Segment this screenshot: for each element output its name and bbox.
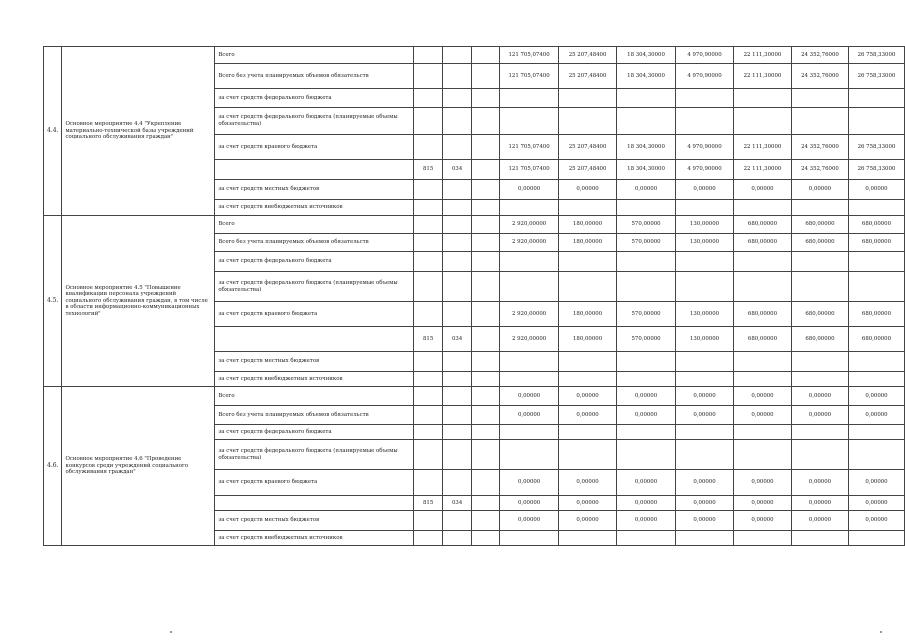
amount-cell: [791, 352, 848, 372]
amount-cell: 26 758,33000: [848, 135, 904, 160]
funding-source-label: за счет средств федерального бюджета: [215, 252, 414, 272]
funding-source-label: за счет средств федерального бюджета (планируемые объемы обязательства): [215, 108, 414, 135]
amount-cell: [676, 89, 734, 108]
amount-cell: [617, 272, 676, 302]
amount-cell: 0,00000: [848, 511, 904, 531]
amount-cell: 0,00000: [559, 387, 617, 406]
amount-cell: [791, 89, 848, 108]
amount-cell: 0,00000: [500, 180, 559, 200]
funding-source-label: за счет средств местных бюджетов: [215, 352, 414, 372]
amount-cell: [733, 531, 791, 546]
amount-cell: 0,00000: [676, 496, 734, 511]
amount-cell: 0,00000: [559, 470, 617, 496]
amount-cell: 180,00000: [559, 302, 617, 327]
grbs-code: [414, 470, 443, 496]
activity-name: Основное мероприятие 4.4 "Укрепление материально-технической базы учреждений социального обслуживания граждан": [62, 47, 215, 216]
rzpr-code: [443, 387, 472, 406]
grbs-code: [414, 200, 443, 216]
amount-cell: [848, 108, 904, 135]
amount-cell: 0,00000: [559, 406, 617, 425]
amount-cell: 22 111,30000: [733, 64, 791, 89]
empty-code-cell: [472, 511, 500, 531]
grbs-code: [414, 47, 443, 64]
grbs-code: [414, 302, 443, 327]
amount-cell: 0,00000: [733, 406, 791, 425]
section-index: 4.6.: [44, 387, 62, 546]
funding-source-label: за счет средств внебюджетных источников: [215, 372, 414, 387]
table-row: [44, 47, 905, 64]
amount-cell: 0,00000: [733, 387, 791, 406]
amount-cell: [559, 89, 617, 108]
amount-cell: [733, 372, 791, 387]
grbs-code: [414, 425, 443, 440]
amount-cell: 2 920,00000: [500, 327, 559, 352]
amount-cell: [733, 425, 791, 440]
amount-cell: 130,00000: [676, 216, 734, 234]
empty-code-cell: [472, 352, 500, 372]
amount-cell: 25 207,48400: [559, 64, 617, 89]
table-row: [44, 216, 905, 234]
amount-cell: [617, 352, 676, 372]
amount-cell: 680,00000: [791, 216, 848, 234]
empty-code-cell: [472, 135, 500, 160]
grbs-code: 815: [414, 496, 443, 511]
amount-cell: 24 352,76000: [791, 160, 848, 180]
rzpr-code: [443, 180, 472, 200]
funding-source-label: за счет средств краевого бюджета: [215, 135, 414, 160]
amount-cell: 570,00000: [617, 302, 676, 327]
amount-cell: [676, 200, 734, 216]
amount-cell: [848, 440, 904, 470]
amount-cell: [617, 200, 676, 216]
amount-cell: 0,00000: [733, 511, 791, 531]
empty-code-cell: [472, 64, 500, 89]
amount-cell: 680,00000: [733, 302, 791, 327]
activity-name: Основное мероприятие 4.5 "Повышение квалификации персонала учреждений социального обслуживания граждан, в том числе в области информационно-коммуникационных технологий": [62, 216, 215, 387]
empty-code-cell: [472, 200, 500, 216]
amount-cell: 680,00000: [791, 327, 848, 352]
amount-cell: 2 920,00000: [500, 216, 559, 234]
empty-code-cell: [472, 234, 500, 252]
rzpr-code: [443, 135, 472, 160]
budget-table: [43, 46, 905, 546]
empty-code-cell: [472, 327, 500, 352]
amount-cell: [791, 272, 848, 302]
rzpr-code: [443, 89, 472, 108]
amount-cell: 0,00000: [617, 496, 676, 511]
amount-cell: [500, 200, 559, 216]
amount-cell: 570,00000: [617, 216, 676, 234]
amount-cell: [559, 272, 617, 302]
amount-cell: [617, 531, 676, 546]
amount-cell: [617, 108, 676, 135]
amount-cell: 0,00000: [848, 387, 904, 406]
amount-cell: [500, 352, 559, 372]
amount-cell: [559, 425, 617, 440]
amount-cell: 18 304,30000: [617, 135, 676, 160]
amount-cell: 0,00000: [848, 496, 904, 511]
amount-cell: [617, 425, 676, 440]
amount-cell: 22 111,30000: [733, 47, 791, 64]
amount-cell: 25 207,48400: [559, 135, 617, 160]
grbs-code: [414, 234, 443, 252]
amount-cell: 130,00000: [676, 234, 734, 252]
grbs-code: 815: [414, 327, 443, 352]
amount-cell: 24 352,76000: [791, 47, 848, 64]
amount-cell: 0,00000: [500, 387, 559, 406]
amount-cell: 4 970,90000: [676, 160, 734, 180]
amount-cell: [500, 372, 559, 387]
amount-cell: 0,00000: [791, 180, 848, 200]
rzpr-code: 034: [443, 496, 472, 511]
empty-code-cell: [472, 160, 500, 180]
amount-cell: 2 920,00000: [500, 302, 559, 327]
amount-cell: [848, 352, 904, 372]
amount-cell: 0,00000: [848, 406, 904, 425]
amount-cell: 680,00000: [791, 302, 848, 327]
amount-cell: [676, 108, 734, 135]
rzpr-code: [443, 511, 472, 531]
amount-cell: [559, 352, 617, 372]
amount-cell: 0,00000: [848, 180, 904, 200]
section-index: 4.4.: [44, 47, 62, 216]
grbs-code: [414, 511, 443, 531]
funding-source-label: Всего: [215, 47, 414, 64]
amount-cell: [676, 372, 734, 387]
amount-cell: 130,00000: [676, 302, 734, 327]
amount-cell: 570,00000: [617, 327, 676, 352]
amount-cell: [559, 372, 617, 387]
amount-cell: [559, 440, 617, 470]
funding-source-label: за счет средств внебюджетных источников: [215, 531, 414, 546]
amount-cell: [617, 252, 676, 272]
amount-cell: 0,00000: [791, 387, 848, 406]
funding-source-label: Всего без учета планируемых объемов обязательств: [215, 234, 414, 252]
amount-cell: 26 758,33000: [848, 64, 904, 89]
amount-cell: [791, 425, 848, 440]
amount-cell: 0,00000: [733, 496, 791, 511]
amount-cell: 130,00000: [676, 327, 734, 352]
grbs-code: [414, 64, 443, 89]
amount-cell: 0,00000: [676, 387, 734, 406]
amount-cell: [848, 372, 904, 387]
amount-cell: [559, 108, 617, 135]
amount-cell: [733, 200, 791, 216]
empty-code-cell: [472, 470, 500, 496]
amount-cell: 25 207,48400: [559, 160, 617, 180]
funding-source-label: [215, 496, 414, 511]
empty-code-cell: [472, 425, 500, 440]
empty-code-cell: [472, 372, 500, 387]
amount-cell: [617, 440, 676, 470]
rzpr-code: [443, 216, 472, 234]
amount-cell: 180,00000: [559, 234, 617, 252]
table-body: [44, 47, 905, 546]
funding-source-label: [215, 327, 414, 352]
amount-cell: [500, 108, 559, 135]
amount-cell: [500, 252, 559, 272]
amount-cell: 0,00000: [733, 180, 791, 200]
amount-cell: 0,00000: [676, 180, 734, 200]
amount-cell: 680,00000: [733, 234, 791, 252]
amount-cell: 22 111,30000: [733, 160, 791, 180]
amount-cell: 22 111,30000: [733, 135, 791, 160]
empty-code-cell: [472, 387, 500, 406]
amount-cell: [617, 89, 676, 108]
rzpr-code: 034: [443, 160, 472, 180]
rzpr-code: [443, 64, 472, 89]
empty-code-cell: [472, 252, 500, 272]
amount-cell: [791, 200, 848, 216]
empty-code-cell: [472, 89, 500, 108]
amount-cell: 0,00000: [617, 406, 676, 425]
amount-cell: [733, 440, 791, 470]
amount-cell: [848, 89, 904, 108]
amount-cell: 4 970,90000: [676, 135, 734, 160]
empty-code-cell: [472, 302, 500, 327]
amount-cell: 0,00000: [848, 470, 904, 496]
amount-cell: 0,00000: [500, 470, 559, 496]
amount-cell: 0,00000: [617, 470, 676, 496]
table-row: [44, 387, 905, 406]
rzpr-code: [443, 200, 472, 216]
grbs-code: [414, 216, 443, 234]
empty-code-cell: [472, 406, 500, 425]
grbs-code: [414, 108, 443, 135]
empty-code-cell: [472, 180, 500, 200]
grbs-code: [414, 352, 443, 372]
empty-code-cell: [472, 531, 500, 546]
amount-cell: 0,00000: [791, 470, 848, 496]
amount-cell: [848, 200, 904, 216]
amount-cell: 680,00000: [848, 302, 904, 327]
funding-source-label: за счет средств краевого бюджета: [215, 302, 414, 327]
grbs-code: [414, 387, 443, 406]
amount-cell: 570,00000: [617, 234, 676, 252]
rzpr-code: [443, 234, 472, 252]
grbs-code: [414, 135, 443, 160]
amount-cell: [848, 425, 904, 440]
amount-cell: 18 304,30000: [617, 160, 676, 180]
amount-cell: 0,00000: [791, 496, 848, 511]
amount-cell: [500, 531, 559, 546]
amount-cell: 26 758,33000: [848, 160, 904, 180]
amount-cell: [848, 252, 904, 272]
funding-source-label: за счет средств внебюджетных источников: [215, 200, 414, 216]
funding-source-label: за счет средств местных бюджетов: [215, 180, 414, 200]
rzpr-code: [443, 372, 472, 387]
funding-source-label: за счет средств федерального бюджета: [215, 425, 414, 440]
amount-cell: 0,00000: [500, 406, 559, 425]
amount-cell: 180,00000: [559, 216, 617, 234]
scan-mark: [170, 631, 172, 633]
amount-cell: [500, 440, 559, 470]
amount-cell: 0,00000: [617, 180, 676, 200]
amount-cell: [733, 108, 791, 135]
amount-cell: [617, 372, 676, 387]
amount-cell: 24 352,76000: [791, 64, 848, 89]
amount-cell: 0,00000: [559, 511, 617, 531]
grbs-code: [414, 406, 443, 425]
amount-cell: 121 705,07400: [500, 135, 559, 160]
amount-cell: 18 304,30000: [617, 47, 676, 64]
amount-cell: [559, 200, 617, 216]
amount-cell: 680,00000: [848, 327, 904, 352]
amount-cell: [733, 272, 791, 302]
amount-cell: 4 970,90000: [676, 64, 734, 89]
grbs-code: [414, 440, 443, 470]
funding-source-label: за счет средств федерального бюджета (планируемые объемы обязательства): [215, 440, 414, 470]
amount-cell: 0,00000: [559, 496, 617, 511]
amount-cell: 121 705,07400: [500, 47, 559, 64]
amount-cell: 18 304,30000: [617, 64, 676, 89]
empty-code-cell: [472, 272, 500, 302]
rzpr-code: [443, 108, 472, 135]
amount-cell: 25 207,48400: [559, 47, 617, 64]
amount-cell: [733, 352, 791, 372]
amount-cell: 0,00000: [676, 406, 734, 425]
funding-source-label: Всего без учета планируемых объемов обязательств: [215, 406, 414, 425]
amount-cell: 680,00000: [848, 234, 904, 252]
amount-cell: 24 352,76000: [791, 135, 848, 160]
amount-cell: 0,00000: [559, 180, 617, 200]
amount-cell: 180,00000: [559, 327, 617, 352]
activity-name: Основное мероприятие 4.6 "Проведение конкурсов среди учреждений социального обслуживания граждан": [62, 387, 215, 546]
rzpr-code: [443, 302, 472, 327]
amount-cell: 680,00000: [733, 327, 791, 352]
amount-cell: [791, 252, 848, 272]
empty-code-cell: [472, 440, 500, 470]
amount-cell: 26 758,33000: [848, 47, 904, 64]
amount-cell: 0,00000: [500, 496, 559, 511]
amount-cell: [559, 252, 617, 272]
amount-cell: [848, 531, 904, 546]
amount-cell: [791, 531, 848, 546]
grbs-code: [414, 89, 443, 108]
amount-cell: 121 705,07400: [500, 160, 559, 180]
funding-source-label: Всего без учета планируемых объемов обязательств: [215, 64, 414, 89]
amount-cell: [676, 352, 734, 372]
amount-cell: [676, 531, 734, 546]
funding-source-label: за счет средств федерального бюджета: [215, 89, 414, 108]
amount-cell: [500, 272, 559, 302]
funding-source-label: за счет средств местных бюджетов: [215, 511, 414, 531]
rzpr-code: [443, 470, 472, 496]
rzpr-code: [443, 440, 472, 470]
amount-cell: [676, 440, 734, 470]
amount-cell: 680,00000: [791, 234, 848, 252]
amount-cell: 0,00000: [791, 406, 848, 425]
amount-cell: [676, 425, 734, 440]
grbs-code: [414, 252, 443, 272]
rzpr-code: 034: [443, 327, 472, 352]
grbs-code: [414, 180, 443, 200]
section-index: 4.5.: [44, 216, 62, 387]
amount-cell: [733, 89, 791, 108]
scan-mark: [880, 631, 882, 633]
rzpr-code: [443, 272, 472, 302]
amount-cell: 680,00000: [848, 216, 904, 234]
empty-code-cell: [472, 496, 500, 511]
funding-source-label: за счет средств федерального бюджета (планируемые объемы обязательства): [215, 272, 414, 302]
amount-cell: [791, 440, 848, 470]
rzpr-code: [443, 406, 472, 425]
rzpr-code: [443, 531, 472, 546]
empty-code-cell: [472, 216, 500, 234]
grbs-code: 815: [414, 160, 443, 180]
funding-source-label: Всего: [215, 216, 414, 234]
rzpr-code: [443, 425, 472, 440]
amount-cell: 0,00000: [791, 511, 848, 531]
amount-cell: [848, 272, 904, 302]
rzpr-code: [443, 352, 472, 372]
amount-cell: 0,00000: [617, 387, 676, 406]
grbs-code: [414, 531, 443, 546]
amount-cell: 0,00000: [500, 511, 559, 531]
amount-cell: 4 970,90000: [676, 47, 734, 64]
amount-cell: [500, 425, 559, 440]
amount-cell: 0,00000: [676, 470, 734, 496]
amount-cell: [676, 272, 734, 302]
amount-cell: 0,00000: [617, 511, 676, 531]
rzpr-code: [443, 252, 472, 272]
amount-cell: [559, 531, 617, 546]
amount-cell: 0,00000: [676, 511, 734, 531]
amount-cell: 2 920,00000: [500, 234, 559, 252]
amount-cell: [791, 372, 848, 387]
grbs-code: [414, 372, 443, 387]
grbs-code: [414, 272, 443, 302]
amount-cell: [676, 252, 734, 272]
amount-cell: 121 705,07400: [500, 64, 559, 89]
rzpr-code: [443, 47, 472, 64]
amount-cell: 0,00000: [733, 470, 791, 496]
amount-cell: [500, 89, 559, 108]
amount-cell: [733, 252, 791, 272]
amount-cell: [791, 108, 848, 135]
amount-cell: 680,00000: [733, 216, 791, 234]
empty-code-cell: [472, 47, 500, 64]
funding-source-label: за счет средств краевого бюджета: [215, 470, 414, 496]
empty-code-cell: [472, 108, 500, 135]
funding-source-label: [215, 160, 414, 180]
funding-source-label: Всего: [215, 387, 414, 406]
